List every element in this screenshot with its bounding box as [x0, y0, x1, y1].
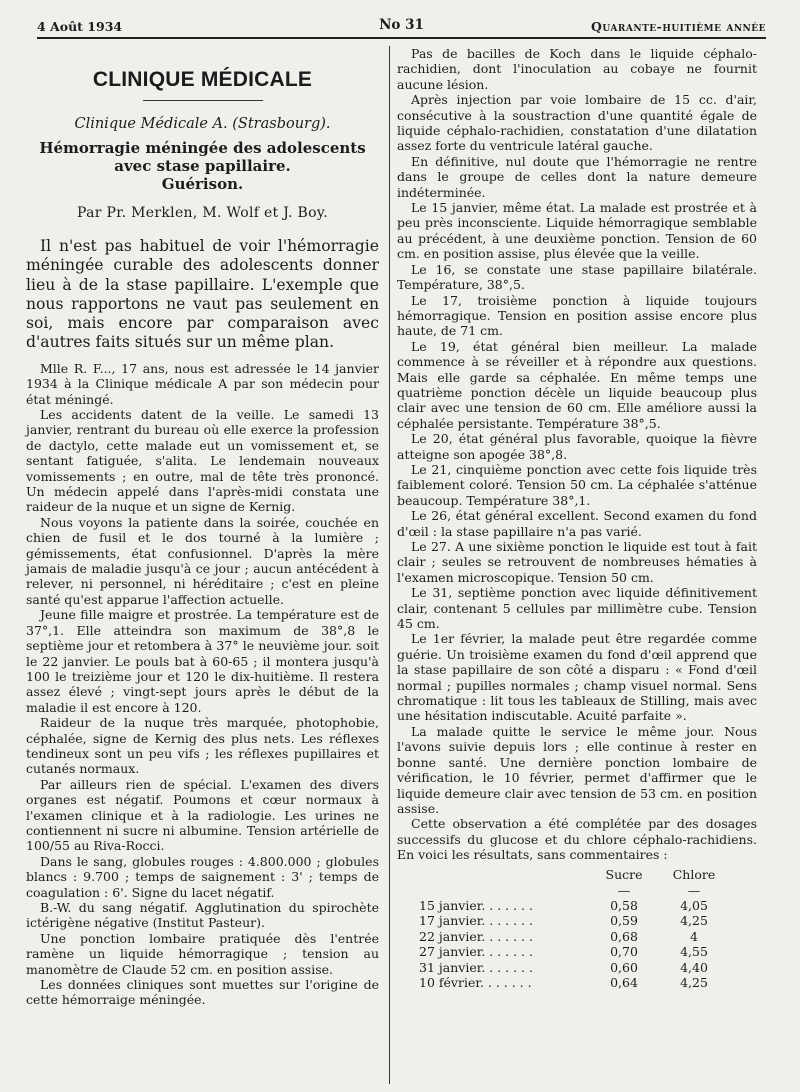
body-paragraph: Le 17, troisième ponction à liquide toujours hémorragique. Tension en position assise encore plus haute, de 71 cm. — [397, 292, 757, 339]
body-paragraph: Le 16, se constate une stase papillaire bilatérale. Température, 38°,5. — [397, 261, 757, 293]
body-paragraph: En définitive, nul doute que l'hémorragie ne rentre dans le groupe de celles dont la nature demeure indéterminée. — [397, 153, 757, 200]
article-title-line: Guérison. — [161, 175, 244, 193]
row-date: 17 janvier. . . . . . . — [419, 913, 533, 929]
dash: — — [617, 882, 631, 898]
row-sucre: 0,59 — [610, 913, 638, 929]
row-chlore: 4 — [690, 928, 698, 944]
row-chlore: 4,55 — [680, 944, 708, 960]
row-sucre: 0,64 — [610, 974, 638, 990]
dash: — — [687, 882, 701, 898]
row-date: 31 janvier. . . . . . . — [419, 959, 533, 975]
lead-paragraph: Il n'est pas habituel de voir l'hémorragie méningée curable des adolescents donner lieu à de la stase papillaire. L'exemple que nous rapportons ne vaut pas seulement en soi, mais encore par comparaison avec d'autres faits situés sur un même plan. — [26, 237, 379, 352]
body-paragraph: Une ponction lombaire pratiquée dès l'entrée ramène un liquide hémorragique ; tension au manomètre de Claude 52 cm. en position assise. — [26, 930, 379, 977]
body-paragraph: Les accidents datent de la veille. Le samedi 13 janvier, rentrant du bureau où elle exerce la profession de dactylo, cette malade eut un vomissement et, se sentant fatiguée, s'alita. Le lendemain nouveaux vomissements ; en outre, mal de tête très prononcé. Un médecin appelé dans l'après-midi constata une raideur de la nuque et un signe de Kernig. — [26, 407, 379, 515]
body-paragraph: Dans le sang, globules rouges : 4.800.000 ; globules blancs : 9.700 ; temps de saignement : 3' ; temps de coagulation : 6'. Signe du lacet négatif. — [26, 853, 379, 900]
body-paragraph: Le 26, état général excellent. Second examen du fond d'œil : la stase papillaire n'a pas varié. — [397, 508, 757, 539]
article-authors: Par Pr. Merklen, M. Wolf et J. Boy. — [77, 205, 328, 221]
volume-year: Quarante-huitième année — [590, 19, 766, 34]
body-paragraph: Le 1er février, la malade peut être regardée comme guérie. Un troisième examen du fond d'œil apprend que la stase papillaire de son côté a disparu : « Fond d'œil normal ; pupilles normales ; champ visuel normal. Sens chromatique : lit tous les tableaux de Stilling, mais avec une hésitation indiscutable. Acuité parfaite ». — [397, 631, 757, 724]
table-header-row — [419, 867, 729, 883]
body-paragraph: Cette observation a été complétée par des dosages successifs du glucose et du chlore céphalo-rachidiens. En voici les résultats, sans commentaires : — [397, 816, 757, 863]
row-chlore: 4,05 — [680, 897, 708, 913]
body-paragraph: Le 31, septième ponction avec liquide définitivement clair, contenant 5 cellules par millimètre cube. Tension 45 cm. — [397, 585, 757, 632]
glucose-chlore-table — [419, 867, 729, 991]
table-row — [419, 960, 729, 975]
issue-date: 4 Août 1934 — [37, 19, 123, 34]
table-row — [419, 898, 729, 913]
body-paragraph: Nous voyons la patiente dans la soirée, couchée en chien de fusil et le dos tourné à la lumière ; gémissements, état confusionnel. D'après la mère jamais de maladie jusqu'à ce jour ; aucun antécédent à relever, ni personnel, ni héréditaire ; c'est en pleine santé qu'est apparue l'affection actuelle. — [26, 514, 379, 607]
body-paragraph: Mlle R. F..., 17 ans, nous est adressée le 14 janvier 1934 à la Clinique médicale A par son médecin pour état méningé. — [26, 360, 379, 407]
title-rule — [143, 100, 263, 101]
column-divider — [389, 46, 390, 1084]
table-row — [419, 975, 729, 990]
body-paragraph: Après injection par voie lombaire de 15 cc. d'air, consécutive à la soustraction d'une quantité égale de liquide céphalo-rachidien, constatation d'une dilatation assez forte du ventricule latéral gauche. — [397, 92, 757, 154]
page-header — [37, 16, 766, 38]
body-paragraph: Par ailleurs rien de spécial. L'examen des divers organes est négatif. Poumons et cœur normaux à l'examen clinique et à la radiologie. Les urines ne contiennent ni sucre ni albumine. Tension artérielle de 100/55 au Riva-Rocci. — [26, 776, 379, 854]
body-paragraph: Les données cliniques sont muettes sur l'origine de cette hémorraige méningée. — [26, 977, 379, 1008]
body-paragraph: Le 19, état général bien meilleur. La malade commence à se réveiller et à répondre aux questions. Mais elle garde sa céphalée. En même temps une quatrième ponction décèle un liquide beaucoup plus clair avec une tension de 60 cm. Elle améliore aussi la céphalée persistante. Température 38°,5. — [397, 338, 757, 431]
row-chlore: 4,40 — [680, 959, 708, 975]
row-date: 22 janvier. . . . . . . — [419, 928, 533, 944]
body-paragraph: Le 27. A une sixième ponction le liquide est tout à fait clair ; seules se retrouvent de nombreuses hématies à l'examen microscopique. Tension 50 cm. — [397, 539, 757, 585]
clinic-name: Clinique Médicale A. (Strasbourg). — [74, 116, 331, 132]
row-sucre: 0,58 — [610, 897, 638, 913]
row-date: 27 janvier. . . . . . . — [419, 944, 533, 960]
section-title: CLINIQUE MÉDICALE — [92, 68, 313, 91]
row-sucre: 0,60 — [610, 959, 638, 975]
body-paragraph: La malade quitte le service le même jour. Nous l'avons suivie depuis lors ; elle continue à rester en bonne santé. Une dernière ponction lombaire de vérification, le 10 février, permet d'affirmer que le liquide demeure clair avec tension de 53 cm. en position assise. — [397, 723, 757, 816]
body-paragraph: Le 15 janvier, même état. La malade est prostrée et à peu près inconsciente. Liquide hémorragique semblable au précédent, à une deuxième ponction. Tension de 60 cm. en position assise, plus élevée que la veille. — [397, 200, 757, 262]
article-title-line: avec stase papillaire. — [114, 157, 291, 175]
article-title — [26, 139, 379, 193]
left-column — [26, 46, 379, 1008]
table-row — [419, 929, 729, 944]
body-paragraph: Jeune fille maigre et prostrée. La température est de 37°,1. Elle atteindra son maximum de 38°,8 le septième jour et retombera à 37° le neuvième jour. soit le 22 janvier. Le pouls bat à 60-65 ; il montera jusqu'à 100 le treizième jour et 120 le dix-huitième. Il restera assez élevé ; vingt-sept jours après le début de la maladie il est encore à 120. — [26, 607, 379, 715]
body-paragraph: Raideur de la nuque très marquée, photophobie, céphalée, signe de Kernig des plus nets. Les réflexes tendineux sont un peu vifs ; les réflexes pupillaires et cutanés normaux. — [26, 715, 379, 777]
row-sucre: 0,68 — [610, 928, 638, 944]
issue-number: No 31 — [379, 17, 424, 33]
col-header-chlore: Chlore — [672, 867, 716, 883]
row-sucre: 0,70 — [610, 944, 638, 960]
table-dash-row — [419, 883, 729, 898]
article-title-line: Hémorragie méningée des adolescents — [39, 139, 366, 157]
table-row — [419, 913, 729, 928]
right-column — [397, 46, 757, 990]
row-chlore: 4,25 — [680, 974, 708, 990]
col-header-sucre: Sucre — [605, 867, 643, 883]
table-row — [419, 944, 729, 959]
row-date: 15 janvier. . . . . . . — [419, 897, 533, 913]
body-paragraph: Le 21, cinquième ponction avec cette fois liquide très faiblement coloré. Tension 50 cm. La céphalée s'atténue beaucoup. Température 38°,1. — [397, 461, 757, 508]
row-chlore: 4,25 — [680, 913, 708, 929]
body-paragraph: B.-W. du sang négatif. Agglutination du spirochète ictérigène négative (Institut Pasteur). — [26, 900, 379, 931]
body-paragraph: Pas de bacilles de Koch dans le liquide céphalo-rachidien, dont l'inoculation au cobaye ne fournit aucune lésion. — [397, 46, 757, 92]
header-rule — [37, 37, 766, 39]
row-date: 10 février. . . . . . . — [419, 974, 532, 990]
body-paragraph: Le 20, état général plus favorable, quoique la fièvre atteigne son apogée 38°,8. — [397, 431, 757, 462]
